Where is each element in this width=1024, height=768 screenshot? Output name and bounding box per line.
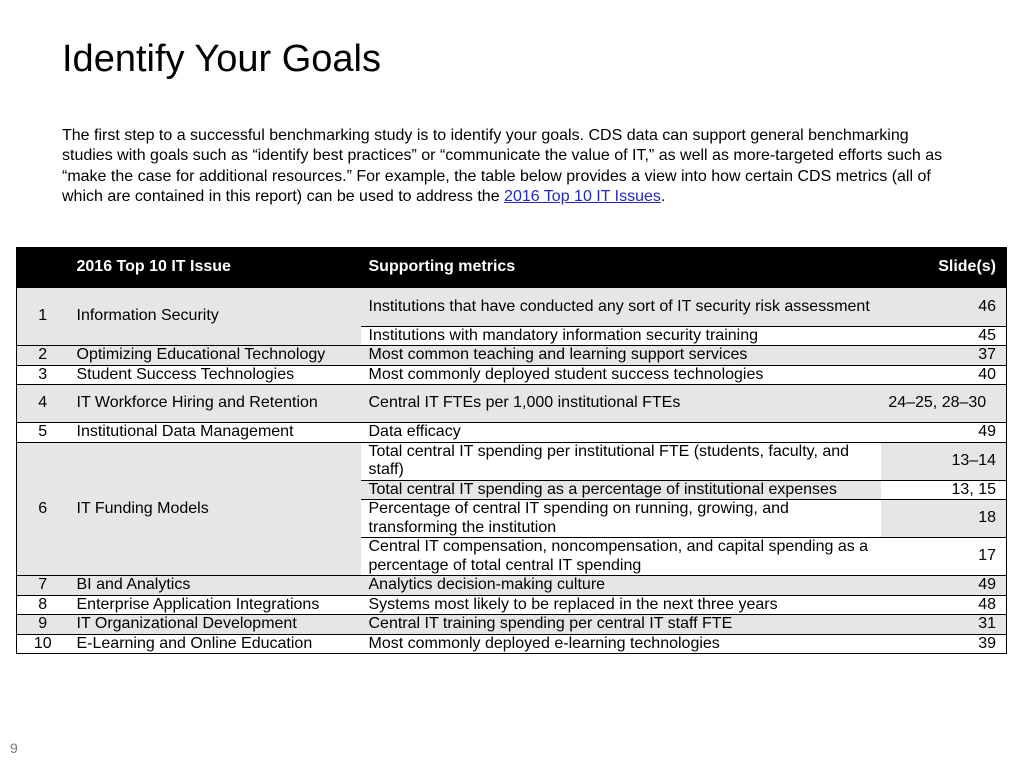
table-row bbox=[17, 423, 1007, 443]
page-number: 9 bbox=[10, 740, 18, 756]
issue-number: 8 bbox=[17, 595, 69, 615]
slides-cell: 31 bbox=[881, 615, 1007, 635]
issue-number: 4 bbox=[17, 385, 69, 423]
issue-number: 6 bbox=[17, 442, 69, 576]
metric-cell: Total central IT spending per institutional FTE (students, faculty, and staff) bbox=[361, 442, 881, 480]
metric-cell: Most commonly deployed student success technologies bbox=[361, 365, 881, 385]
metric-cell: Data efficacy bbox=[361, 423, 881, 443]
slides-cell: 13–14 bbox=[881, 442, 1007, 480]
table-row bbox=[17, 385, 1007, 423]
metric-cell: Total central IT spending as a percentage of institutional expenses bbox=[361, 480, 881, 500]
metric-cell: Institutions that have conducted any sort of IT security risk assessment bbox=[361, 288, 881, 326]
slides-cell: 48 bbox=[881, 595, 1007, 615]
metric-cell: Most common teaching and learning support services bbox=[361, 346, 881, 366]
table-row bbox=[17, 365, 1007, 385]
slides-cell: 39 bbox=[881, 634, 1007, 654]
table-row bbox=[17, 615, 1007, 635]
issue-number: 1 bbox=[17, 288, 69, 346]
metric-cell: Most commonly deployed e-learning technologies bbox=[361, 634, 881, 654]
table-header-row bbox=[17, 247, 1007, 288]
table-row bbox=[17, 442, 1007, 480]
slides-cell: 17 bbox=[881, 538, 1007, 576]
issue-name: Enterprise Application Integrations bbox=[69, 595, 361, 615]
metric-cell: Percentage of central IT spending on running, growing, and transforming the institution bbox=[361, 500, 881, 538]
page-title: Identify Your Goals bbox=[62, 38, 381, 80]
header-issue: 2016 Top 10 IT Issue bbox=[69, 247, 361, 288]
table-row bbox=[17, 576, 1007, 596]
table-row bbox=[17, 595, 1007, 615]
issue-number: 3 bbox=[17, 365, 69, 385]
issue-name: Student Success Technologies bbox=[69, 365, 361, 385]
issue-name: Information Security bbox=[69, 288, 361, 346]
slides-cell: 37 bbox=[881, 346, 1007, 366]
metric-cell: Central IT FTEs per 1,000 institutional FTEs bbox=[361, 385, 881, 423]
slides-cell: 46 bbox=[881, 288, 1007, 326]
header-number bbox=[17, 247, 69, 288]
metric-cell: Systems most likely to be replaced in the next three years bbox=[361, 595, 881, 615]
metric-cell: Analytics decision-making culture bbox=[361, 576, 881, 596]
issue-number: 2 bbox=[17, 346, 69, 366]
slides-cell: 24–25, 28–30 bbox=[881, 385, 1007, 423]
issue-name: IT Funding Models bbox=[69, 442, 361, 576]
issue-name: Optimizing Educational Technology bbox=[69, 346, 361, 366]
issue-name: IT Organizational Development bbox=[69, 615, 361, 635]
table-row bbox=[17, 288, 1007, 326]
slides-cell: 40 bbox=[881, 365, 1007, 385]
metric-cell: Central IT compensation, noncompensation, and capital spending as a percentage of total central IT spending bbox=[361, 538, 881, 576]
top-10-issues-link[interactable]: 2016 Top 10 IT Issues bbox=[504, 188, 661, 206]
intro-text-end: . bbox=[660, 188, 666, 206]
table-row bbox=[17, 634, 1007, 654]
issue-number: 10 bbox=[17, 634, 69, 654]
issue-name: IT Workforce Hiring and Retention bbox=[69, 385, 361, 423]
table-row bbox=[17, 346, 1007, 366]
metric-cell: Institutions with mandatory information security training bbox=[361, 326, 881, 346]
issue-number: 5 bbox=[17, 423, 69, 443]
slides-cell: 49 bbox=[881, 423, 1007, 443]
issue-number: 7 bbox=[17, 576, 69, 596]
slides-cell: 13, 15 bbox=[881, 480, 1007, 500]
issues-table bbox=[16, 247, 1007, 654]
slides-cell: 18 bbox=[881, 500, 1007, 538]
issue-name: BI and Analytics bbox=[69, 576, 361, 596]
intro-paragraph bbox=[62, 126, 962, 208]
issue-number: 9 bbox=[17, 615, 69, 635]
issue-name: E-Learning and Online Education bbox=[69, 634, 361, 654]
slides-cell: 45 bbox=[881, 326, 1007, 346]
issue-name: Institutional Data Management bbox=[69, 423, 361, 443]
header-metrics: Supporting metrics bbox=[361, 247, 881, 288]
header-slides: Slide(s) bbox=[881, 247, 1007, 288]
slides-cell: 49 bbox=[881, 576, 1007, 596]
intro-text: The first step to a successful benchmarking study is to identify your goals. CDS data can support general benchmarking studies with goals such as “identify best practices” or “communicate the value of IT,” as well as more-targeted efforts such as “make the case for additional resources.” For example, the table below provides a view into how certain CDS metrics (all of which are contained in this report) can be used to address the bbox=[62, 127, 943, 206]
metric-cell: Central IT training spending per central IT staff FTE bbox=[361, 615, 881, 635]
